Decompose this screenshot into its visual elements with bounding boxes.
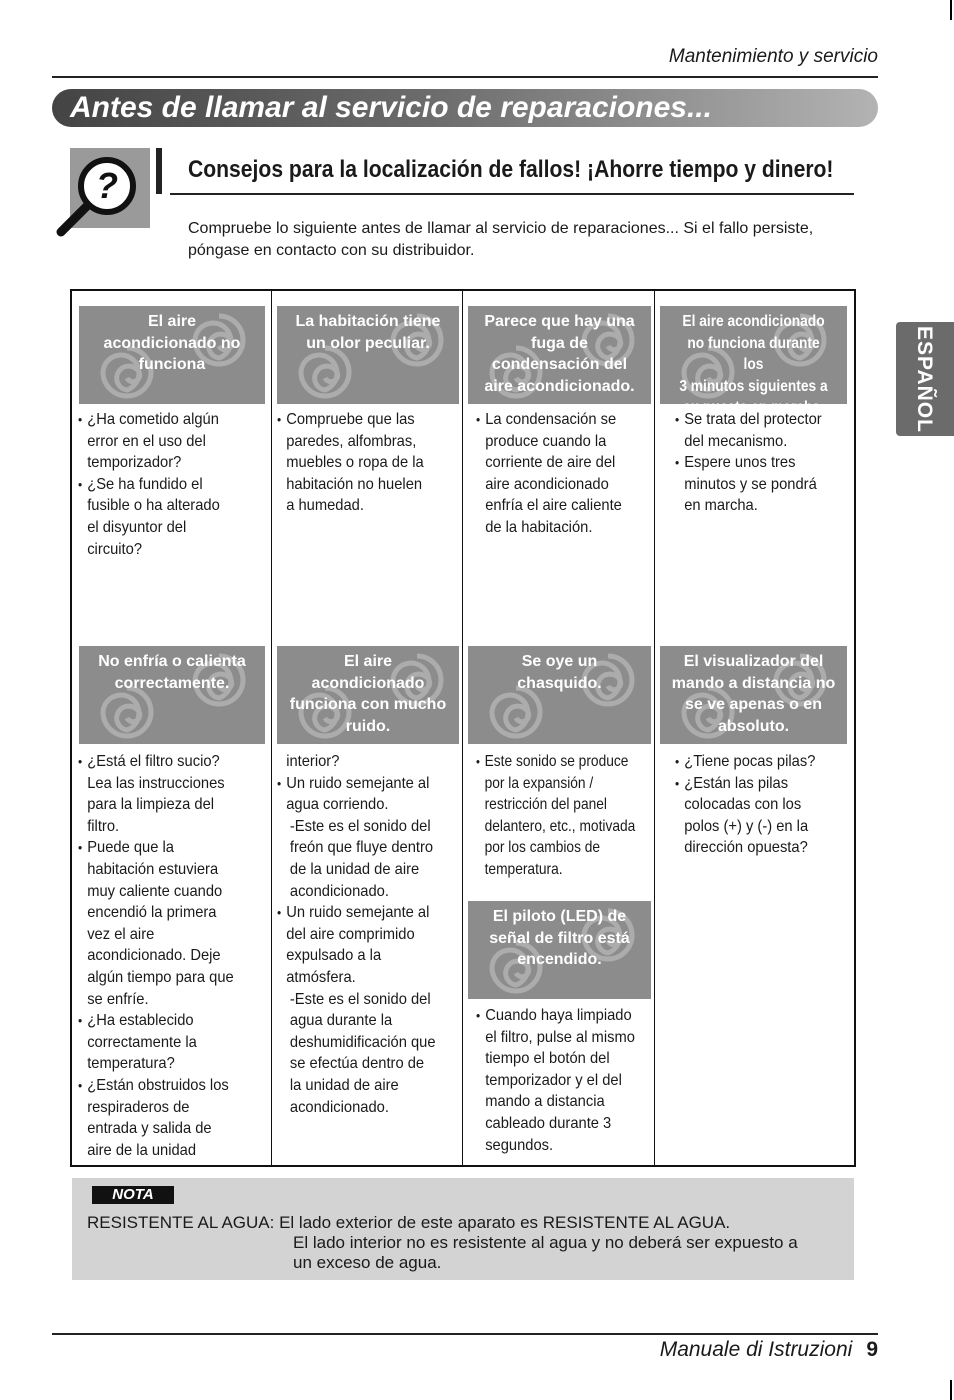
checklist-line: deshumidificación que [289, 1033, 436, 1051]
problem-heading [277, 646, 459, 744]
checklist-line: circuito? [87, 540, 143, 558]
note-badge: NOTA [92, 1186, 174, 1204]
checklist-line: acondicionado. Deje [87, 947, 221, 965]
checklist-line: -Este es el sonido del [289, 817, 431, 835]
checklist-line: produce cuando la [485, 432, 607, 450]
problem-heading-text [79, 646, 265, 694]
checklist-line: temperatura. [484, 860, 563, 878]
checklist-line: delantero, etc., motivada [484, 817, 636, 835]
checklist-line: habitación estuviera [87, 860, 219, 878]
problem-heading-line: 3 minutos siguientes a [679, 377, 828, 395]
tips-intro [188, 218, 848, 262]
checklist-line: paredes, alfombras, [286, 432, 417, 450]
problem-heading-line: mando a distancia no [671, 674, 836, 692]
tips-intro-line: póngase en contacto con su distribuidor. [188, 242, 475, 259]
problem-checklist [78, 751, 234, 1161]
problem-heading-line: encendido. [517, 951, 602, 968]
checklist-line: para la limpieza del [87, 796, 215, 814]
problem-heading-line: acondicionado [311, 674, 425, 692]
svg-text:?: ? [96, 165, 118, 206]
checklist-bullet-item: • Este sonido se produce [476, 751, 635, 773]
checklist-line: interior? [286, 753, 340, 770]
checklist-line: por los cambios de [484, 839, 601, 857]
manual-title: Manuale di Istruzioni [659, 1338, 853, 1361]
problem-heading-line: fuga de [531, 334, 588, 352]
problem-heading-line: El aire [343, 653, 393, 670]
note-line: El lado interior no es resistente al agua y no deberá ser expuesto a [293, 1233, 798, 1252]
checklist-line: mando a distancia [485, 1093, 605, 1111]
checklist-line: expulsado a la [286, 947, 382, 965]
checklist-line: -Este es el sonido del [289, 990, 431, 1008]
column-divider [271, 289, 272, 1165]
problem-heading [468, 646, 651, 744]
checklist-line: tiempo el botón del [485, 1050, 610, 1068]
checklist-bullet-item: • ¿Está el filtro sucio? [78, 751, 234, 773]
language-tab [896, 322, 954, 436]
checklist-line: corriente de aire del [485, 454, 616, 472]
problem-heading-line: El visualizador del [683, 653, 824, 670]
checklist-bullet-item: • Compruebe que las [277, 409, 424, 431]
crop-mark-top [950, 0, 952, 20]
checklist-line: el filtro, pulse al mismo [485, 1028, 635, 1046]
checklist-bullet-item: • ¿Ha cometido algún [78, 409, 220, 431]
page-footer [52, 1338, 878, 1362]
checklist-line: respiraderos de [87, 1098, 190, 1116]
checklist-bullet-item: • Cuando haya limpiado [476, 1005, 635, 1027]
crop-mark-bottom [950, 1380, 952, 1400]
language-tab-label: ESPAÑOL [913, 326, 936, 433]
problem-heading-line: Parece que hay una [484, 313, 635, 330]
problem-heading-text [468, 646, 651, 694]
problem-heading-line: El aire acondicionado [682, 313, 825, 330]
checklist-line: el disyuntor del [87, 518, 187, 536]
page-banner [52, 89, 878, 127]
checklist-bullet-item: • Puede que la [78, 837, 234, 859]
column-divider [462, 289, 463, 1165]
checklist-line: habitación no huelen [286, 475, 423, 493]
checklist-line: vez el aire [87, 925, 155, 943]
checklist-line: entrada y salida de [87, 1120, 212, 1138]
tips-rule [170, 193, 854, 195]
problem-heading-line: ruido. [345, 717, 391, 735]
checklist-line: cableado durante 3 [485, 1114, 612, 1132]
checklist-line: temporizador y el del [485, 1071, 622, 1089]
checklist-line: temporizador? [87, 454, 182, 472]
problem-heading [468, 306, 651, 404]
problem-heading [79, 306, 265, 404]
checklist-bullet-item: • Un ruido semejante al [277, 902, 436, 924]
problem-checklist [476, 751, 635, 881]
problem-checklist [675, 409, 822, 517]
checklist-line: del aire comprimido [286, 925, 415, 943]
checklist-line: del mecanismo. [684, 432, 788, 450]
checklist-line: dirección opuesta? [684, 839, 808, 857]
problem-checklist [675, 751, 815, 859]
problem-heading-line: aire acondicionado. [484, 377, 635, 395]
problem-heading-line: absoluto. [717, 717, 790, 735]
checklist-bullet-item: • ¿Ha establecido [78, 1010, 234, 1032]
problem-checklist [277, 409, 424, 517]
checklist-line: de la unidad de aire [289, 860, 420, 878]
problem-heading-line: no funciona durante los [687, 334, 820, 373]
problem-heading [660, 646, 847, 744]
checklist-line: correctamente la [87, 1033, 197, 1051]
problem-heading-line: funciona con mucho [289, 696, 447, 713]
problem-heading-line: Se oye un [521, 653, 598, 670]
problem-heading-text [277, 646, 459, 737]
problem-heading-text [468, 306, 651, 397]
problem-heading-line: chasquido. [517, 674, 602, 692]
problem-checklist [78, 409, 220, 560]
problem-heading [79, 646, 265, 744]
problem-heading-line: acondicionado no [103, 334, 241, 352]
checklist-line: restricción del panel [484, 796, 607, 814]
checklist-line: polos (+) y (-) en la [684, 817, 809, 835]
problem-heading-line: se ve apenas o en [685, 696, 822, 713]
checklist-bullet-item: • Un ruido semejante al [277, 773, 436, 795]
checklist-line: Lea las instrucciones [87, 774, 225, 792]
section-header: Mantenimiento y servicio [668, 46, 878, 67]
checklist-line: aire acondicionado [485, 475, 609, 493]
problem-heading-text [673, 306, 834, 419]
checklist-line: agua corriendo. [286, 796, 389, 814]
checklist-line: filtro. [87, 817, 120, 835]
checklist-line: segundos. [485, 1136, 554, 1154]
checklist-line: atmósfera. [286, 968, 356, 986]
checklist-line: freón que fluye dentro [289, 839, 434, 857]
problem-checklist [476, 409, 622, 539]
checklist-line: colocadas con los [684, 796, 802, 814]
checklist-bullet-item: • ¿Están las pilas [675, 773, 815, 795]
problem-heading-line: funciona [138, 356, 206, 373]
checklist-line: se enfríe. [87, 990, 149, 1008]
page-number: 9 [866, 1338, 878, 1361]
problem-heading-line: No enfría o calienta [98, 653, 246, 670]
checklist-line: error en el uso del [87, 432, 206, 450]
checklist-line: se efectúa dentro de [289, 1055, 425, 1073]
checklist-line: muy caliente cuando [87, 882, 223, 900]
problem-heading-line: un olor peculiar. [306, 334, 430, 352]
problem-heading [468, 901, 651, 999]
problem-heading-line: La habitación tiene [295, 313, 441, 330]
problem-heading-text [277, 306, 459, 354]
tips-intro-line: Compruebe lo siguiente antes de llamar al servicio de reparaciones... Si el fallo persiste, [188, 220, 814, 237]
checklist-line: acondicionado. [289, 882, 389, 900]
checklist-line: en marcha. [684, 497, 758, 515]
checklist-line: agua durante la [289, 1012, 393, 1030]
problem-checklist [476, 1005, 635, 1156]
problem-checklist [277, 751, 436, 1118]
checklist-line: encendió la primera [87, 904, 217, 922]
tips-title: Consejos para la localización de fallos! ¡Ahorre tiempo y dinero! [188, 156, 834, 183]
column-divider [654, 289, 655, 1165]
problem-heading-line: El piloto (LED) de [492, 908, 627, 925]
checklist-line: a humedad. [286, 497, 364, 515]
problem-heading [660, 306, 847, 416]
problem-heading-text [660, 646, 847, 737]
checklist-bullet-item: • Espere unos tres [675, 452, 822, 474]
checklist-line: por la expansión / [484, 774, 594, 792]
problem-heading-line: señal de filtro está [489, 929, 630, 947]
checklist-bullet-item: • Se trata del protector [675, 409, 822, 431]
problem-heading-text [79, 306, 265, 376]
checklist-line: de la habitación. [485, 518, 593, 536]
note-line: RESISTENTE AL AGUA: El lado exterior de este aparato es RESISTENTE AL AGUA. [87, 1213, 731, 1232]
problem-heading-line: su puesta en marcha. [683, 399, 824, 416]
problem-heading-line: correctamente. [114, 674, 230, 692]
checklist-bullet-item: • La condensación se [476, 409, 622, 431]
header-rule [52, 76, 878, 78]
checklist-line: aire de la unidad [87, 1141, 197, 1159]
checklist-line: acondicionado. [289, 1098, 389, 1116]
checklist-bullet-item: • ¿Están obstruidos los [78, 1075, 234, 1097]
footer-rule [52, 1333, 878, 1335]
page-title: Antes de llamar al servicio de reparaciones... [70, 91, 712, 124]
problem-heading-text [468, 901, 651, 971]
checklist-line: algún tiempo para que [87, 968, 234, 986]
checklist-line: minutos y se pondrá [684, 475, 817, 493]
problem-heading-line: El aire [147, 313, 197, 330]
magnifier-question-icon [55, 148, 155, 238]
checklist-line: muebles o ropa de la [286, 454, 424, 472]
checklist-bullet-item: • ¿Tiene pocas pilas? [675, 751, 815, 773]
problem-heading-line: condensación del [491, 356, 628, 373]
checklist-line: la unidad de aire [289, 1076, 399, 1094]
checklist-line: temperatura? [87, 1055, 175, 1073]
checklist-line: fusible o ha alterado [87, 497, 220, 515]
checklist-line: enfría el aire caliente [485, 497, 622, 515]
note-line: un exceso de agua. [293, 1253, 442, 1272]
problem-heading [277, 306, 459, 404]
tips-title-bar [156, 148, 162, 194]
checklist-bullet-item: • ¿Se ha fundido el [78, 474, 220, 496]
